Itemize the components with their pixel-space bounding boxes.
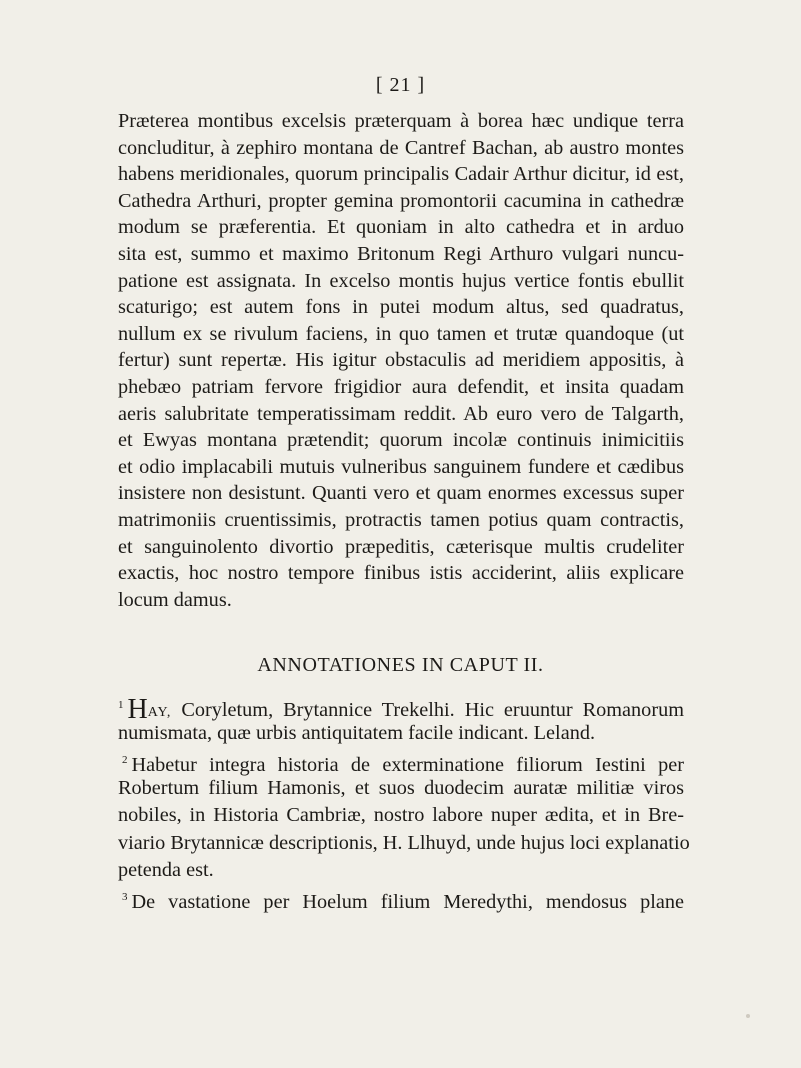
annotations-block xyxy=(118,690,690,914)
drop-cap: H xyxy=(127,694,148,725)
text-line: et Ewyas montana prætendit; quorum incolæ continuis inimicitiis xyxy=(118,429,684,452)
footnote-2-line: Robertum filium Hamonis, et suos duodecim auratæ militiæ viros xyxy=(118,776,684,799)
text-line: Cathedra Arthuri, propter gemina promontorii cacumina in cathedræ xyxy=(118,189,684,212)
footnote-1-line xyxy=(118,690,684,725)
small-caps-text: AY, xyxy=(147,705,172,720)
text-line: exactis, hoc nostro tempore finibus istis acciderint, aliis explicare xyxy=(118,562,684,585)
text-line: sita est, summo et maximo Britonum Regi Arthuro vulgari nuncu- xyxy=(118,242,684,265)
text-line: habens meridionales, quorum principalis Cadair Arthur dicitur, id est, xyxy=(118,163,684,186)
text-line: phebæo patriam fervore frigidior aura defendit, et insita quadam xyxy=(118,375,684,398)
text-line: et odio implacabili mutuis vulneribus sanguinem fundere et cædibus xyxy=(118,455,684,478)
footnote-3-line xyxy=(118,884,684,914)
footnote-1-line: numismata, quæ urbis antiquitatem facile indicant. Leland. xyxy=(118,722,596,744)
text-line: fertur) sunt repertæ. His igitur obstaculis ad meridiem appositis, à xyxy=(118,349,684,372)
footnote-2-line xyxy=(118,747,684,777)
text-line: locum damus. xyxy=(118,588,232,611)
footnote-2-text: Habetur integra historia de exterminatione filiorum Iestini per xyxy=(131,754,684,777)
paper-spot xyxy=(746,1014,750,1018)
footnote-1-text: Coryletum, Brytannice Trekelhi. Hic eruuntur Romanorum xyxy=(171,699,684,721)
main-text-block xyxy=(118,108,684,613)
text-line: insistere non desistunt. Quanti vero et quam enormes excessus super xyxy=(118,482,684,505)
footnote-2-line: viario Brytannicæ descriptionis, H. Llhuyd, unde hujus loci explanatio xyxy=(118,831,690,854)
footnote-3-text: De vastatione per Hoelum filium Meredythi, mendosus plane xyxy=(131,891,684,914)
page-number: [ 21 ] xyxy=(375,74,426,96)
text-line: concluditur, à zephiro montana de Cantref Bachan, ab austro montes xyxy=(118,136,684,159)
footnote-3-mark: 3 xyxy=(122,891,128,904)
annotations-heading: ANNOTATIONES IN CAPUT II. xyxy=(257,654,544,676)
footnote-2-line: petenda est. xyxy=(118,858,214,881)
text-line: scaturigo; est autem fons in putei modum altus, sed quadratus, xyxy=(118,296,684,319)
text-line: Præterea montibus excelsis præterquam à borea hæc undique terra xyxy=(118,110,684,132)
text-line: modum se præferentia. Et quoniam in alto cathedra et in arduo xyxy=(118,216,684,239)
text-line: matrimoniis cruentissimis, protractis tamen potius quam contractis, xyxy=(118,508,684,531)
footnote-2-line: nobiles, in Historia Cambriæ, nostro labore nuper ædita, et in Bre- xyxy=(118,804,684,827)
footnote-2-mark: 2 xyxy=(122,754,128,767)
footnote-1-mark: 1 xyxy=(118,699,124,711)
text-line: et sanguinolento divortio præpeditis, cæterisque multis crudeliter xyxy=(118,535,684,558)
text-line: patione est assignata. In excelso montis hujus vertice fontis ebullit xyxy=(118,269,684,292)
text-line: aeris salubritate temperatissimam reddit. Ab euro vero de Talgarth, xyxy=(118,402,684,425)
text-line: nullum ex se rivulum faciens, in quo tamen et trutæ quandoque (ut xyxy=(118,322,684,345)
